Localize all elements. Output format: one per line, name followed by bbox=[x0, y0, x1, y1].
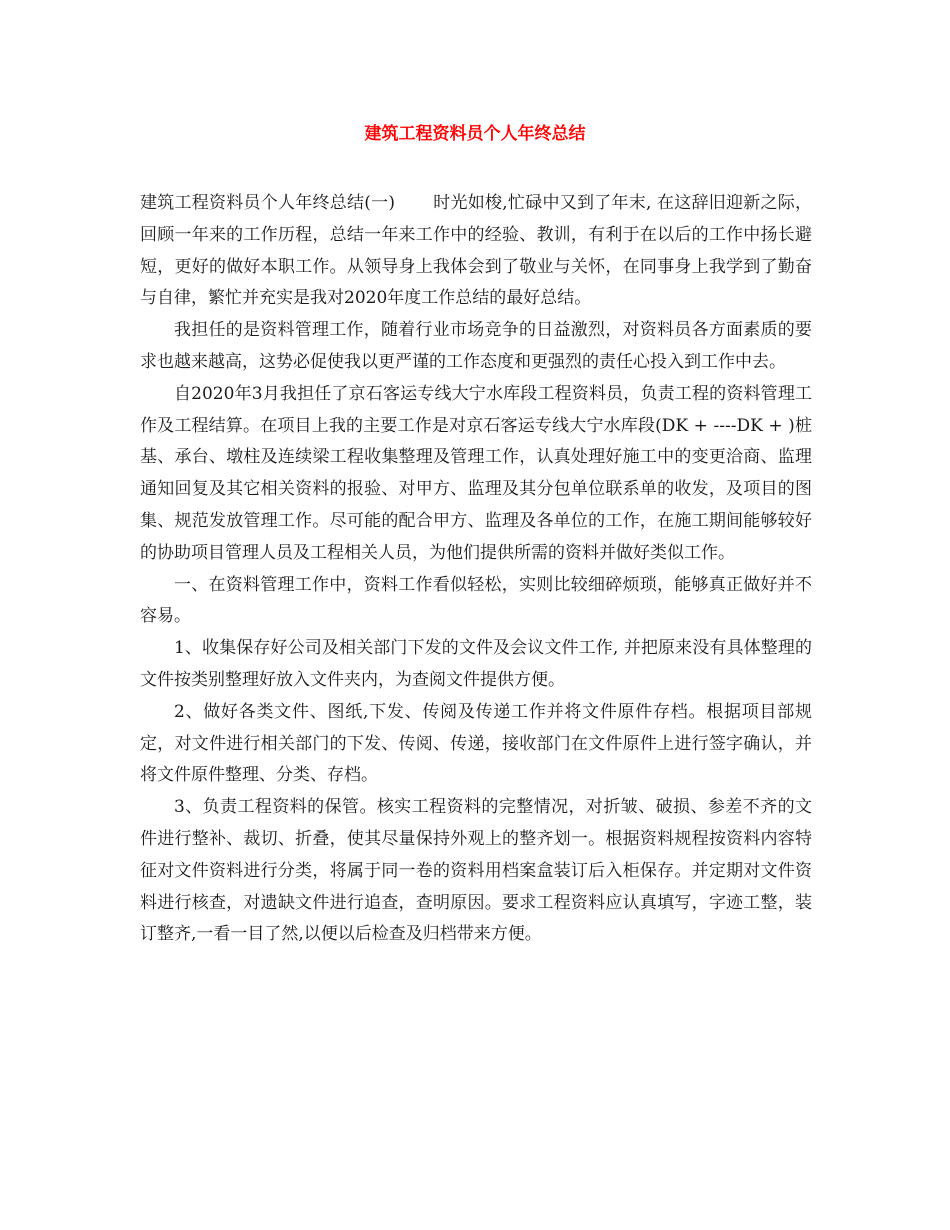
paragraph-text: 时光如梭,忙碌中又到了年末, 在这辞旧迎新之际，回顾一年来的工作历程，总结一年来工作中的经验、教训，有利于在以后的工作中扬长避短，更好的做好本职工作。从领导身上我体会到了敬业与关怀，在同事身上我学到了勤奋与自律，繁忙并充实是我对2020年度工作总结的最好总结。 bbox=[140, 193, 813, 309]
paragraph: 3、负责工程资料的保管。核实工程资料的完整情况，对折皱、破损、参差不齐的文件进行整补、裁切、折叠，使其尽量保持外观上的整齐划一。根据资料规程按资料内容特征对文件资料进行分类，将属于同一卷的资料用档案盒装订后入柜保存。并定期对文件资料进行核查，对遗缺文件进行追查，查明原因。要求工程资料应认真填写，字迹工整，装订整齐,一看一目了然,以便以后检查及归档带来方便。 bbox=[140, 797, 812, 945]
paragraph: 我担任的是资料管理工作，随着行业市场竞争的日益激烈，对资料员各方面素质的要求也越来越高，这势必促使我以更严谨的工作态度和更强烈的责任心投入到工作中去。 bbox=[140, 320, 812, 372]
paragraph: 自2020年3月我担任了京石客运专线大宁水库段工程资料员，负责工程的资料管理工作及工程结算。在项目上我的主要工作是对京石客运专线大宁水库段(DK + ----DK + )桩基、承台、墩柱及连续梁工程收集整理及管理工作，认真处理好施工中的变更洽商、监理通知回复及其它相关资料的报验、对甲方、监理及其分包单位联系单的收发，及项目的图集、规范发放管理工作。尽可能的配合甲方、监理及各单位的工作，在施工期间能够较好的协助项目管理人员及工程相关人员，为他们提供所需的资料并做好类似工作。 bbox=[140, 383, 812, 563]
paragraph: 2、做好各类文件、图纸,下发、传阅及传递工作并将文件原件存档。根据项目部规定，对文件进行相关部门的下发、传阅、传递，接收部门在文件原件上进行签字确认，并将文件原件整理、分类、存档。 bbox=[140, 701, 812, 786]
paragraph: 一、在资料管理工作中，资料工作看似轻松，实则比较细碎烦琐，能够真正做好并不容易。 bbox=[140, 574, 812, 627]
document-body bbox=[140, 188, 812, 951]
document-title: 建筑工程资料员个人年终总结 bbox=[364, 124, 586, 144]
paragraph: 1、收集保存好公司及相关部门下发的文件及会议文件工作, 并把原来没有具体整理的文件按类别整理好放入文件夹内，为查阅文件提供方便。 bbox=[140, 638, 812, 690]
section-heading: 建筑工程资料员个人年终总结(一) bbox=[140, 193, 396, 213]
paragraph-intro bbox=[140, 188, 812, 315]
